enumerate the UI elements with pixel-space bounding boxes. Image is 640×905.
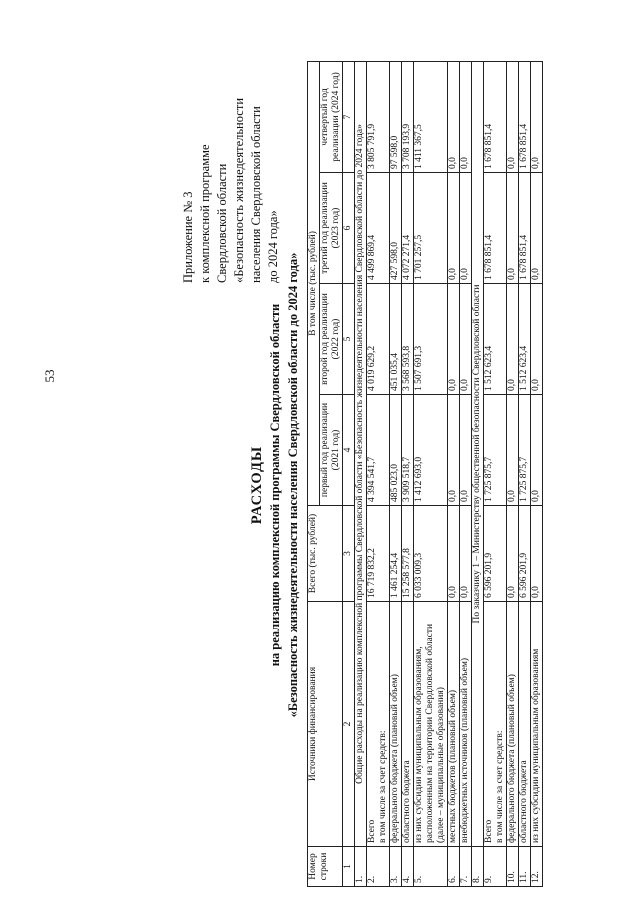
header-year-2: второй год реализации (2022 год) bbox=[320, 284, 343, 395]
row-year-3: 4 499 869,4 bbox=[367, 173, 390, 284]
table-section-row bbox=[355, 61, 367, 886]
row-year-2: 0,0 bbox=[531, 284, 543, 395]
page-number: 53 bbox=[42, 369, 57, 383]
table-row bbox=[402, 61, 414, 886]
row-number: 6. bbox=[448, 847, 460, 887]
row-year-2: 4 019 629,2 bbox=[367, 284, 390, 395]
column-numbers-row bbox=[343, 61, 355, 886]
row-number: 9. bbox=[484, 847, 507, 887]
row-total: 1 461 254,4 bbox=[390, 506, 402, 602]
row-source-label: федерального бюджета (плановый объем) bbox=[507, 674, 517, 843]
row-year-4: 0,0 bbox=[448, 61, 460, 172]
table-row bbox=[519, 61, 531, 886]
appendix-line: к комплексной программе bbox=[198, 144, 212, 283]
table-row bbox=[414, 61, 448, 886]
column-number: 3 bbox=[343, 506, 355, 602]
row-source bbox=[519, 602, 531, 847]
row-total: 0,0 bbox=[460, 506, 472, 602]
appendix-line: Приложение № 3 bbox=[181, 191, 195, 283]
table-row bbox=[460, 61, 472, 886]
row-year-4: 0,0 bbox=[531, 61, 543, 172]
document-heading bbox=[248, 125, 302, 845]
row-number: 10. bbox=[507, 847, 519, 887]
row-source bbox=[460, 602, 472, 847]
table-row bbox=[448, 61, 460, 886]
row-year-4: 0,0 bbox=[507, 61, 519, 172]
row-total: 16 719 832,2 bbox=[367, 506, 390, 602]
row-year-1: 1 725 875,7 bbox=[484, 395, 507, 506]
table-row bbox=[484, 61, 507, 886]
table-body-customer-1 bbox=[484, 61, 543, 886]
table-body-general bbox=[367, 61, 472, 886]
row-source bbox=[531, 602, 543, 847]
row-year-2: 1 512 623,4 bbox=[519, 284, 531, 395]
row-year-1: 0,0 bbox=[531, 395, 543, 506]
row-year-1: 0,0 bbox=[507, 395, 519, 506]
row-number: 4. bbox=[402, 847, 414, 887]
row-year-3: 1 678 851,4 bbox=[484, 173, 507, 284]
table-section-row bbox=[472, 61, 484, 886]
header-source: Источники финансирования bbox=[308, 602, 343, 847]
row-year-1: 4 394 541,7 bbox=[367, 395, 390, 506]
row-source-label: местных бюджетов (плановый объем) bbox=[448, 689, 458, 843]
row-total: 6 596 201,9 bbox=[484, 506, 507, 602]
heading-subtitle: на реализацию комплексной программы Свердловской области bbox=[268, 303, 282, 667]
row-source bbox=[507, 602, 519, 847]
row-year-1: 1 412 693,0 bbox=[414, 395, 448, 506]
row-number: 2. bbox=[367, 847, 390, 887]
row-source-label: Всего bbox=[367, 819, 377, 843]
row-year-3: 0,0 bbox=[460, 173, 472, 284]
row-year-2: 0,0 bbox=[448, 284, 460, 395]
row-year-2: 1 512 623,4 bbox=[484, 284, 507, 395]
row-year-1: 485 023,0 bbox=[390, 395, 402, 506]
row-year-4: 3 708 193,9 bbox=[402, 61, 414, 172]
row-year-3: 0,0 bbox=[507, 173, 519, 284]
row-total: 0,0 bbox=[448, 506, 460, 602]
row-source-label: федерального бюджета (плановый объем) bbox=[390, 674, 400, 843]
column-number: 2 bbox=[343, 602, 355, 847]
table-row bbox=[507, 61, 519, 886]
row-year-3: 0,0 bbox=[448, 173, 460, 284]
row-source bbox=[390, 602, 402, 847]
row-source-label: из них субсидии муниципальным образованиям bbox=[531, 648, 541, 843]
row-year-4: 3 805 791,9 bbox=[367, 61, 390, 172]
row-source-label: областного бюджета bbox=[402, 760, 412, 843]
row-year-3: 1 678 851,4 bbox=[519, 173, 531, 284]
row-total: 6 033 009,3 bbox=[414, 506, 448, 602]
row-year-4: 1 411 367,5 bbox=[414, 61, 448, 172]
row-number: 3. bbox=[390, 847, 402, 887]
row-number: 12. bbox=[531, 847, 543, 887]
row-total: 15 258 577,8 bbox=[402, 506, 414, 602]
row-source bbox=[414, 602, 448, 847]
row-source-sublabel: в том числе за счет средств: bbox=[378, 730, 388, 843]
row-source-sublabel: в том числе за счет средств: bbox=[495, 730, 505, 843]
column-number: 7 bbox=[343, 61, 355, 172]
row-year-4: 1 678 851,4 bbox=[519, 61, 531, 172]
row-number: 8. bbox=[472, 847, 484, 887]
row-source-label: внебюджетных источников (плановый объем) bbox=[460, 657, 470, 843]
table-header-row bbox=[308, 61, 320, 886]
header-year-3: третий год реализации (2023 год) bbox=[320, 173, 343, 284]
row-source bbox=[484, 602, 507, 847]
header-year-1: первый год реализации (2021 год) bbox=[320, 395, 343, 506]
header-row-number: Номер строки bbox=[308, 847, 343, 887]
row-number: 7. bbox=[460, 847, 472, 887]
row-year-3: 4 072 271,4 bbox=[402, 173, 414, 284]
section-title: Общие расходы на реализацию комплексной программы Свердловской области «Безопасность жизнедеятельности населения Свердловской области до 2024 года» bbox=[355, 61, 367, 846]
row-year-2: 0,0 bbox=[507, 284, 519, 395]
row-year-2: 0,0 bbox=[460, 284, 472, 395]
row-year-1: 1 725 875,7 bbox=[519, 395, 531, 506]
appendix-line: до 2024 года» bbox=[266, 210, 280, 283]
column-number: 4 bbox=[343, 395, 355, 506]
section-title: По заказчику 1 – Министерству общественной безопасности Свердловской области bbox=[472, 61, 484, 846]
row-source-label: областного бюджета bbox=[519, 760, 529, 843]
row-source-label: из них субсидии муниципальным образованиям, расположенным на территории Свердловской области (далее – муниципальные образования) bbox=[414, 623, 446, 843]
row-number: 1. bbox=[355, 847, 367, 887]
row-year-1: 0,0 bbox=[448, 395, 460, 506]
header-total: Всего (тыс. рублей) bbox=[308, 506, 343, 602]
row-total: 6 596 201,9 bbox=[519, 506, 531, 602]
row-year-2: 3 568 593,8 bbox=[402, 284, 414, 395]
appendix-line: населения Свердловской области bbox=[249, 106, 263, 283]
expenses-table bbox=[307, 61, 543, 887]
row-year-2: 1 507 691,3 bbox=[414, 284, 448, 395]
column-number: 6 bbox=[343, 173, 355, 284]
landscape-page bbox=[130, 0, 640, 905]
column-number: 1 bbox=[343, 847, 355, 887]
header-year-4: четвертый год реализации (2024 год) bbox=[320, 61, 343, 172]
appendix-line: «Безопасность жизнедеятельности bbox=[232, 97, 246, 283]
header-including: В том числе (тыс. рублей) bbox=[308, 61, 320, 505]
table-row bbox=[531, 61, 543, 886]
row-number: 11. bbox=[519, 847, 531, 887]
table-row bbox=[390, 61, 402, 886]
heading-title: РАСХОДЫ bbox=[249, 445, 265, 525]
row-year-3: 0,0 bbox=[531, 173, 543, 284]
row-year-1: 0,0 bbox=[460, 395, 472, 506]
row-source bbox=[448, 602, 460, 847]
row-year-4: 97 598,0 bbox=[390, 61, 402, 172]
row-total: 0,0 bbox=[531, 506, 543, 602]
row-number: 5. bbox=[414, 847, 448, 887]
appendix-line: Свердловской области bbox=[215, 163, 229, 283]
row-year-3: 1 701 257,5 bbox=[414, 173, 448, 284]
row-year-4: 0,0 bbox=[460, 61, 472, 172]
row-source bbox=[402, 602, 414, 847]
row-total: 0,0 bbox=[507, 506, 519, 602]
row-year-3: 427 598,0 bbox=[390, 173, 402, 284]
row-year-4: 1 678 851,4 bbox=[484, 61, 507, 172]
row-source-label: Всего bbox=[484, 819, 494, 843]
row-year-2: 451 035,4 bbox=[390, 284, 402, 395]
heading-program-name: «Безопасность жизнедеятельности населения Свердловской области до 2024 года» bbox=[286, 252, 300, 718]
column-number: 5 bbox=[343, 284, 355, 395]
row-year-1: 3 909 518,7 bbox=[402, 395, 414, 506]
row-source bbox=[367, 602, 390, 847]
table-row bbox=[367, 61, 390, 886]
